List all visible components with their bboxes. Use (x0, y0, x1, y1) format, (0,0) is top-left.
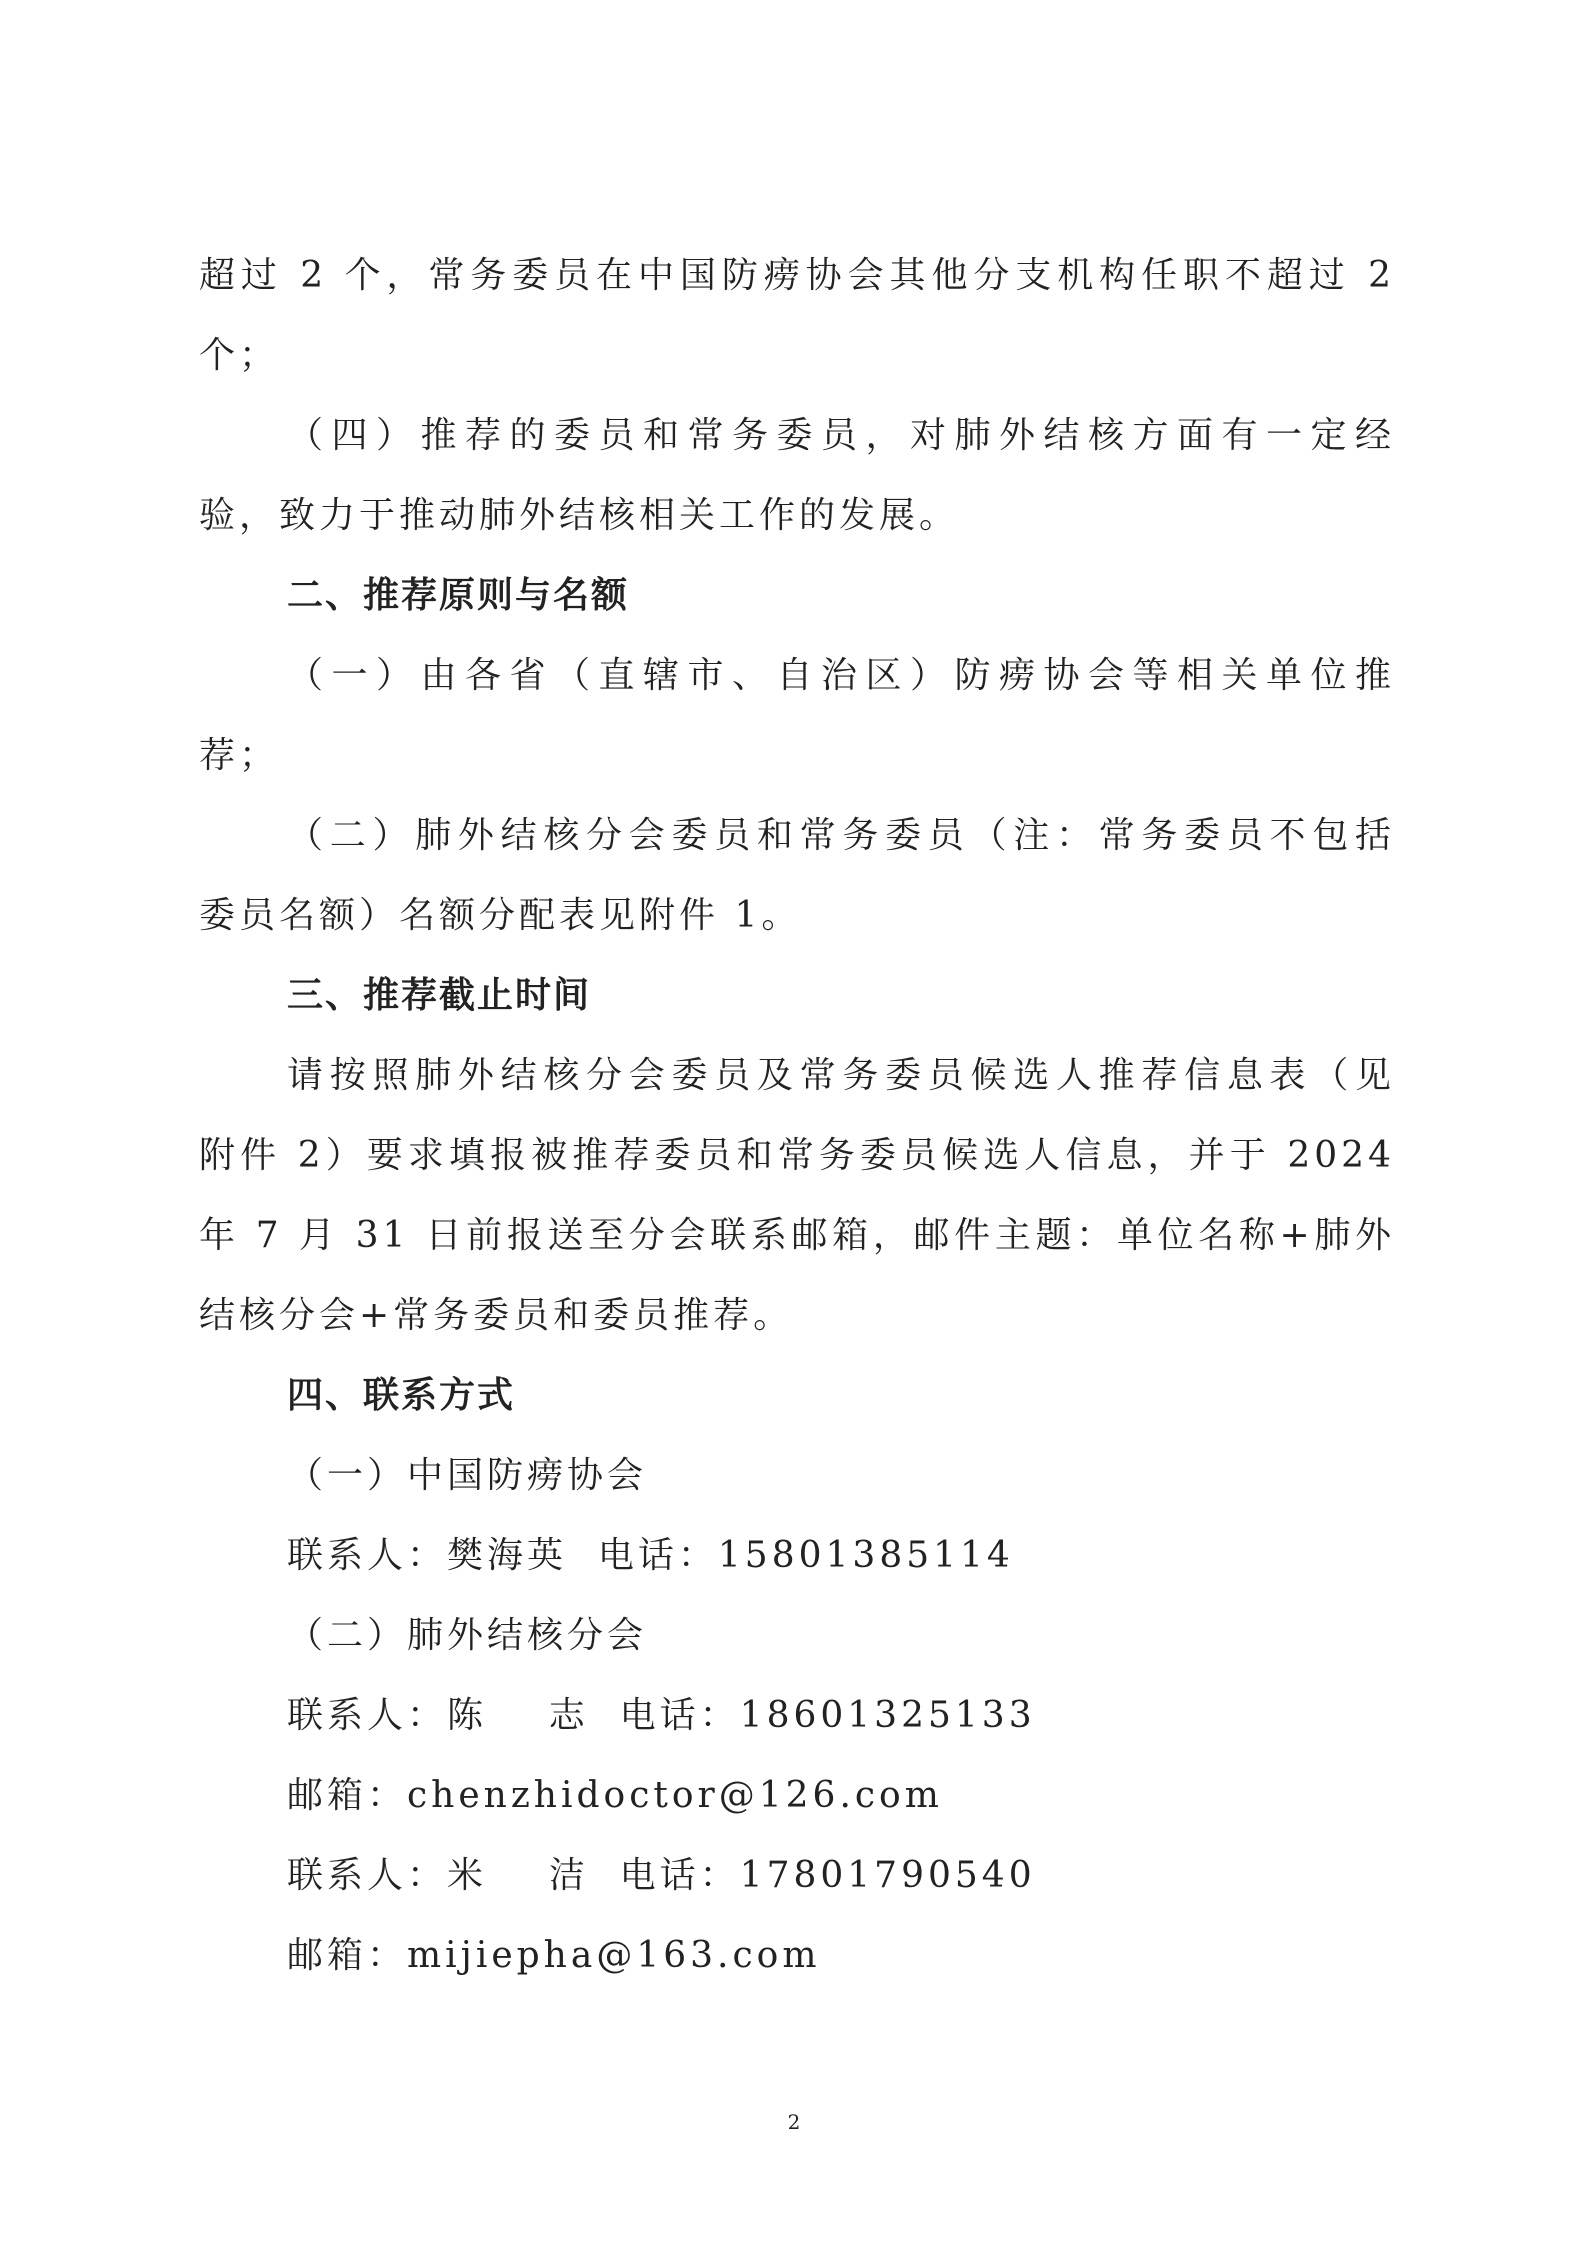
email-line: 邮箱：mijiepha@163.com (287, 1935, 821, 1976)
paragraph-line: 附件 2）要求填报被推荐委员和常务委员候选人信息，并于 2024 (199, 1135, 1395, 1176)
paragraph-line: 个； (199, 335, 280, 376)
section-heading: 二、推荐原则与名额 (287, 575, 630, 616)
paragraph-line: （一）由各省（直辖市、自治区）防痨协会等相关单位推 (287, 655, 1395, 696)
paragraph-line: 荐； (199, 735, 280, 776)
section-heading: 四、联系方式 (287, 1375, 516, 1416)
contact-line: 联系人：米 洁 电话：17801790540 (287, 1855, 1036, 1896)
paragraph-line: 验，致力于推动肺外结核相关工作的发展。 (199, 495, 960, 536)
contact-org: （二）肺外结核分会 (287, 1615, 648, 1656)
contact-line: 联系人：陈 志 电话：18601325133 (287, 1695, 1036, 1736)
paragraph-line: 年 7 月 31 日前报送至分会联系邮箱，邮件主题：单位名称+肺外 (199, 1215, 1395, 1256)
page-number: 2 (787, 2110, 801, 2134)
contact-org: （一）中国防痨协会 (287, 1455, 648, 1496)
paragraph-line: 超过 2 个，常务委员在中国防痨协会其他分支机构任职不超过 2 (199, 255, 1395, 296)
email-line: 邮箱：chenzhidoctor@126.com (287, 1775, 943, 1816)
section-heading: 三、推荐截止时间 (287, 975, 592, 1016)
paragraph-line: 委员名额）名额分配表见附件 1。 (199, 895, 802, 936)
paragraph-line: （二）肺外结核分会委员和常务委员（注：常务委员不包括 (287, 815, 1395, 856)
paragraph-line: 请按照肺外结核分会委员及常务委员候选人推荐信息表（见 (287, 1055, 1395, 1096)
paragraph-line: 结核分会+常务委员和委员推荐。 (199, 1295, 794, 1336)
paragraph-line: （四）推荐的委员和常务委员，对肺外结核方面有一定经 (287, 415, 1395, 456)
contact-line: 联系人：樊海英 电话：15801385114 (287, 1535, 1014, 1576)
